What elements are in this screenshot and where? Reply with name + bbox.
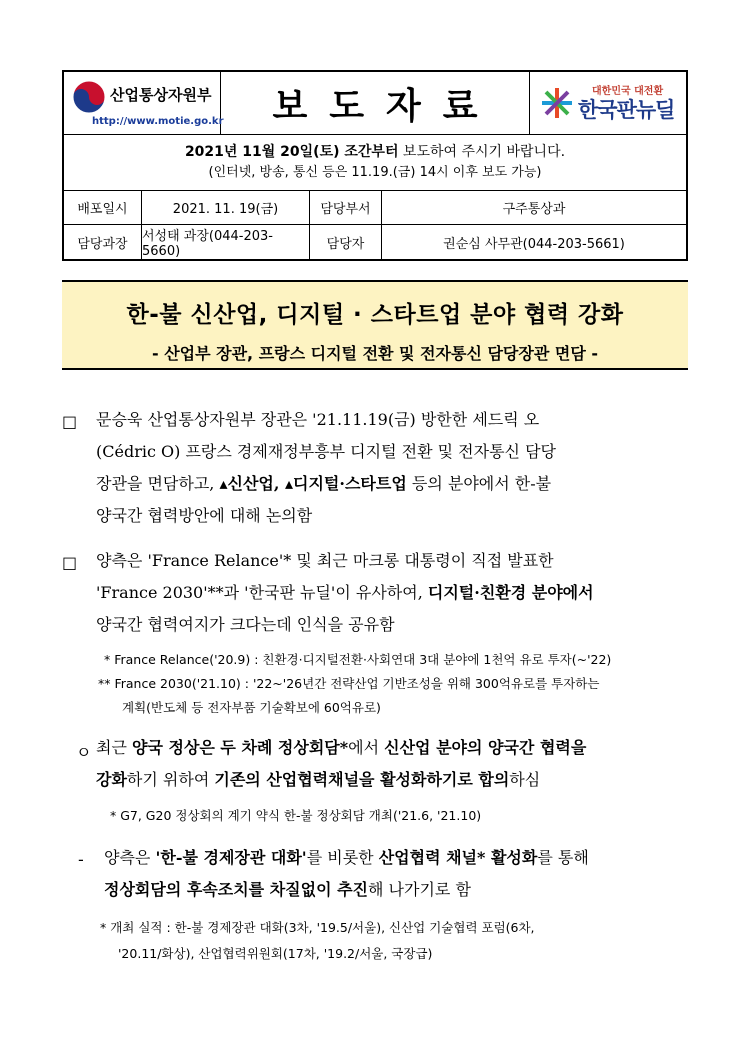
footnote-1: * France Relance('20.9) : 친환경·디지털전환·사회연대 3대 분야에 1천억 유로 투자(~'22) [104,652,612,667]
embargo-date: 2021년 11월 20일(토) 조간부터 [184,144,399,160]
p2-line: 양국간 협력여지가 크다는데 인식을 공유함 [96,615,395,634]
headline-main: 한-불 신산업, 디지털 · 스타트업 분야 협력 강화 [126,302,624,328]
paragraph-4 [104,842,694,906]
p2-line: 'France 2030'**과 '한국판 뉴딜'이 유사하여, [96,583,428,602]
p1-line: (Cédric O) 프랑스 경제재정부흥부 디지털 전환 및 전자통신 담당 [96,442,557,461]
headline-box [62,280,688,370]
p1-line: 문승욱 산업통상자원부 장관은 '21.11.19(금) 방한한 세드릭 오 [96,410,540,429]
square-bullet: □ [62,412,78,431]
p4-text: 를 비롯한 [306,848,379,867]
p4-text: 해 나가기로 함 [368,880,471,899]
footnote-2-cont: 계획(반도체 등 전자부품 기술확보에 60억유로) [122,700,381,715]
footnote-4-cont: '20.11/화상), 산업협력위원회(17차, '19.2/서울, 국장급) [118,946,433,961]
label-department: 담당부서 [310,191,382,225]
ministry-url[interactable]: http://www.motie.go.kr [92,116,224,127]
p3-emph: 양국 정상은 두 차례 정상회담* [132,738,349,757]
p4-text: 를 통해 [537,848,589,867]
paragraph-1 [96,404,692,532]
square-bullet: □ [62,553,78,572]
p1-line: 양국간 협력방안에 대해 논의함 [96,506,313,525]
value-director: 서성태 과장(044-203-5660) [142,225,310,259]
footnote-3: * G7, G20 정상회의 계기 약식 한-불 정상회담 개최('21.6, '21.10) [110,808,482,823]
p1-line: 등의 분야에서 한-불 [406,474,552,493]
footnote-4: * 개최 실적 : 한-불 경제장관 대화(3차, '19.5/서울), 신산업 기술협력 포럼(6차, [100,920,535,935]
contact-grid [64,191,686,259]
p2-line: 양측은 'France Relance'* 및 최근 마크롱 대통령이 직접 발표한 [96,551,554,570]
p3-text: 에서 [348,738,385,757]
ministry-logo-block [64,72,224,134]
p3-emph: 강화 [96,770,127,789]
footnote-2: ** France 2030('21.10) : '22~'26년간 전략산업 기반조성을 위해 300억유로를 투자하는 [98,676,600,691]
paragraph-2 [96,545,692,641]
ministry-name: 산업통상자원부 [110,86,212,104]
circle-bullet: ㅇ [76,743,92,762]
value-department: 구주통상과 [382,191,686,225]
p1-line: 장관을 면담하고, [96,474,220,493]
newdeal-tagline: 대한민국 대전환 [592,86,664,97]
headline-sub: - 산업부 장관, 프랑스 디지털 전환 및 전자통신 담당장관 면담 - [151,344,598,363]
press-header [62,70,688,261]
p4-emph: 정상회담의 후속조치를 차질없이 추진 [104,880,369,899]
embargo-text: 보도하여 주시기 바랍니다. [398,144,566,160]
taegeuk-icon [72,80,106,114]
p4-text: 양측은 [104,848,156,867]
p3-emph: 기존의 산업협력채널을 활성화하기로 합의 [214,770,510,789]
p4-emph: '한-불 경제장관 대화' [155,848,307,867]
embargo-notice [64,135,686,191]
p2-emph: 디지털·친환경 분야에서 [427,583,594,602]
newdeal-name: 한국판뉴딜 [578,98,675,122]
label-release-date: 배포일시 [64,191,142,225]
p3-text: 하심 [509,770,541,789]
p3-text: 하기 위하여 [126,770,215,789]
value-contact: 권순심 사무관(044-203-5661) [443,236,625,252]
p4-emph: 산업협력 채널* 활성화 [378,848,538,867]
newdeal-star-icon [540,86,574,120]
label-contact: 담당자 [310,225,382,259]
label-director: 담당과장 [64,225,142,259]
page-title: 보도자료 [272,85,500,127]
paragraph-3 [96,732,692,796]
p3-text: 최근 [96,738,132,757]
newdeal-logo-block [529,72,686,134]
p3-emph: 신산업 분야의 양국간 협력을 [384,738,587,757]
embargo-note: (인터넷, 방송, 통신 등은 11.19.(금) 14시 이후 보도 가능) [208,165,542,180]
p1-emph: ▴신산업, ▴디지털·스타트업 [219,474,407,493]
dash-bullet: - [78,850,84,869]
value-release-date: 2021. 11. 19(금) [142,191,310,225]
